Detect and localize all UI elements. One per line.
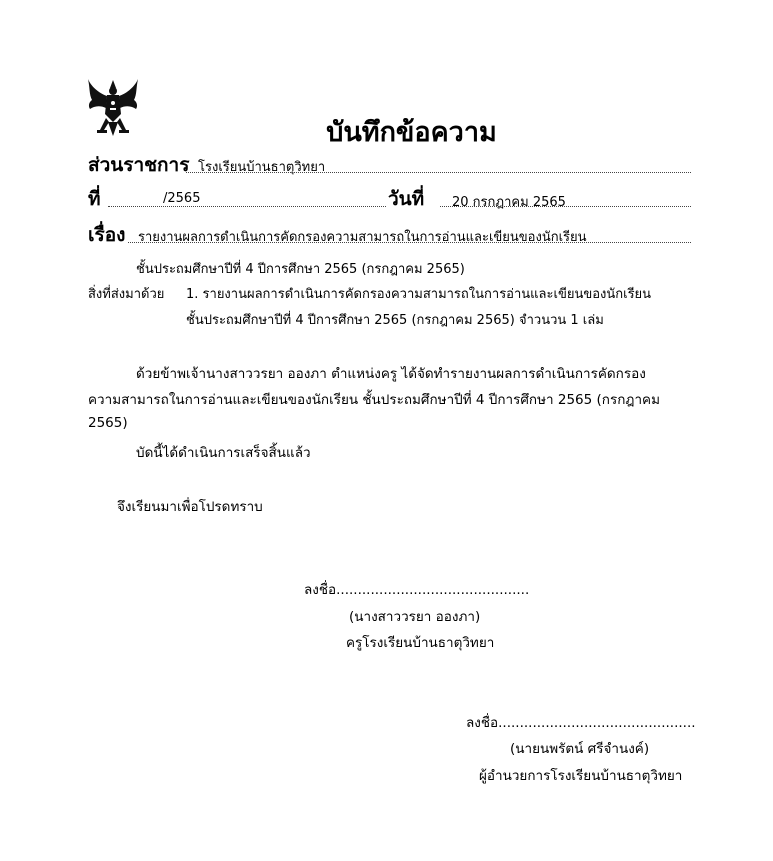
closing-text: จึงเรียนมาเพื่อโปรดทราบ <box>117 499 263 515</box>
enclosure-label: สิ่งที่ส่งมาด้วย <box>88 287 165 302</box>
subject-line-2: ชั้นประถมศึกษาปีที่ 4 ปีการศึกษา 2565 (กรกฎาคม 2565) <box>136 262 465 277</box>
date-dotted-line <box>440 206 691 207</box>
subject-label: เรื่อง <box>88 224 126 246</box>
ref-label: ที่ <box>88 188 101 210</box>
enclosure-line-1: 1. รายงานผลการดำเนินการคัดกรองความสามารถในการอ่านและเขียนของนักเรียน <box>186 287 652 302</box>
signature-1-name: (นางสาววรยา อองภา) <box>349 609 481 625</box>
paragraph-1-line-1: ด้วยข้าพเจ้านางสาววรยา อองภา ตำแหน่งครู ได้จัดทำรายงานผลการดำเนินการคัดกรอง <box>136 366 646 382</box>
department-dotted-line <box>186 172 691 173</box>
subject-line-1: รายงานผลการดำเนินการคัดกรองความสามารถในการอ่านและเขียนของนักเรียน <box>138 230 587 245</box>
paragraph-1-line-2: ความสามารถในการอ่านและเขียนของนักเรียน ชั้นประถมศึกษาปีที่ 4 ปีการศึกษา 2565 (กรกฎาคม <box>88 392 660 408</box>
date-label: วันที่ <box>388 188 425 210</box>
signature-2-line: ลงชื่อ.............................................. <box>466 715 696 731</box>
signature-2-name: (นายนพรัตน์ ศรีจำนงค์) <box>510 741 650 757</box>
ref-value: /2565 <box>163 191 201 206</box>
department-value: โรงเรียนบ้านธาตุวิทยา <box>198 160 326 175</box>
enclosure-line-2: ชั้นประถมศึกษาปีที่ 4 ปีการศึกษา 2565 (กรกฎาคม 2565) จำวนวน 1 เล่ม <box>186 313 604 328</box>
date-value: 20 กรกฎาคม 2565 <box>452 195 566 210</box>
signature-1-position: ครูโรงเรียนบ้านธาตุวิทยา <box>346 635 495 651</box>
signature-1-line: ลงชื่อ............................................. <box>304 582 530 598</box>
paragraph-2: บัดนี้ได้ดำเนินการเสร็จสิ้นแล้ว <box>136 445 311 461</box>
paragraph-1-line-3: 2565) <box>88 415 128 431</box>
department-label: ส่วนราชการ <box>88 154 190 176</box>
memo-title: บันทึกข้อความ <box>326 117 497 148</box>
signature-2-position: ผู้อำนวยการโรงเรียนบ้านธาตุวิทยา <box>479 768 683 784</box>
ref-dotted-line <box>108 206 386 207</box>
subject-dotted-line <box>128 242 691 243</box>
